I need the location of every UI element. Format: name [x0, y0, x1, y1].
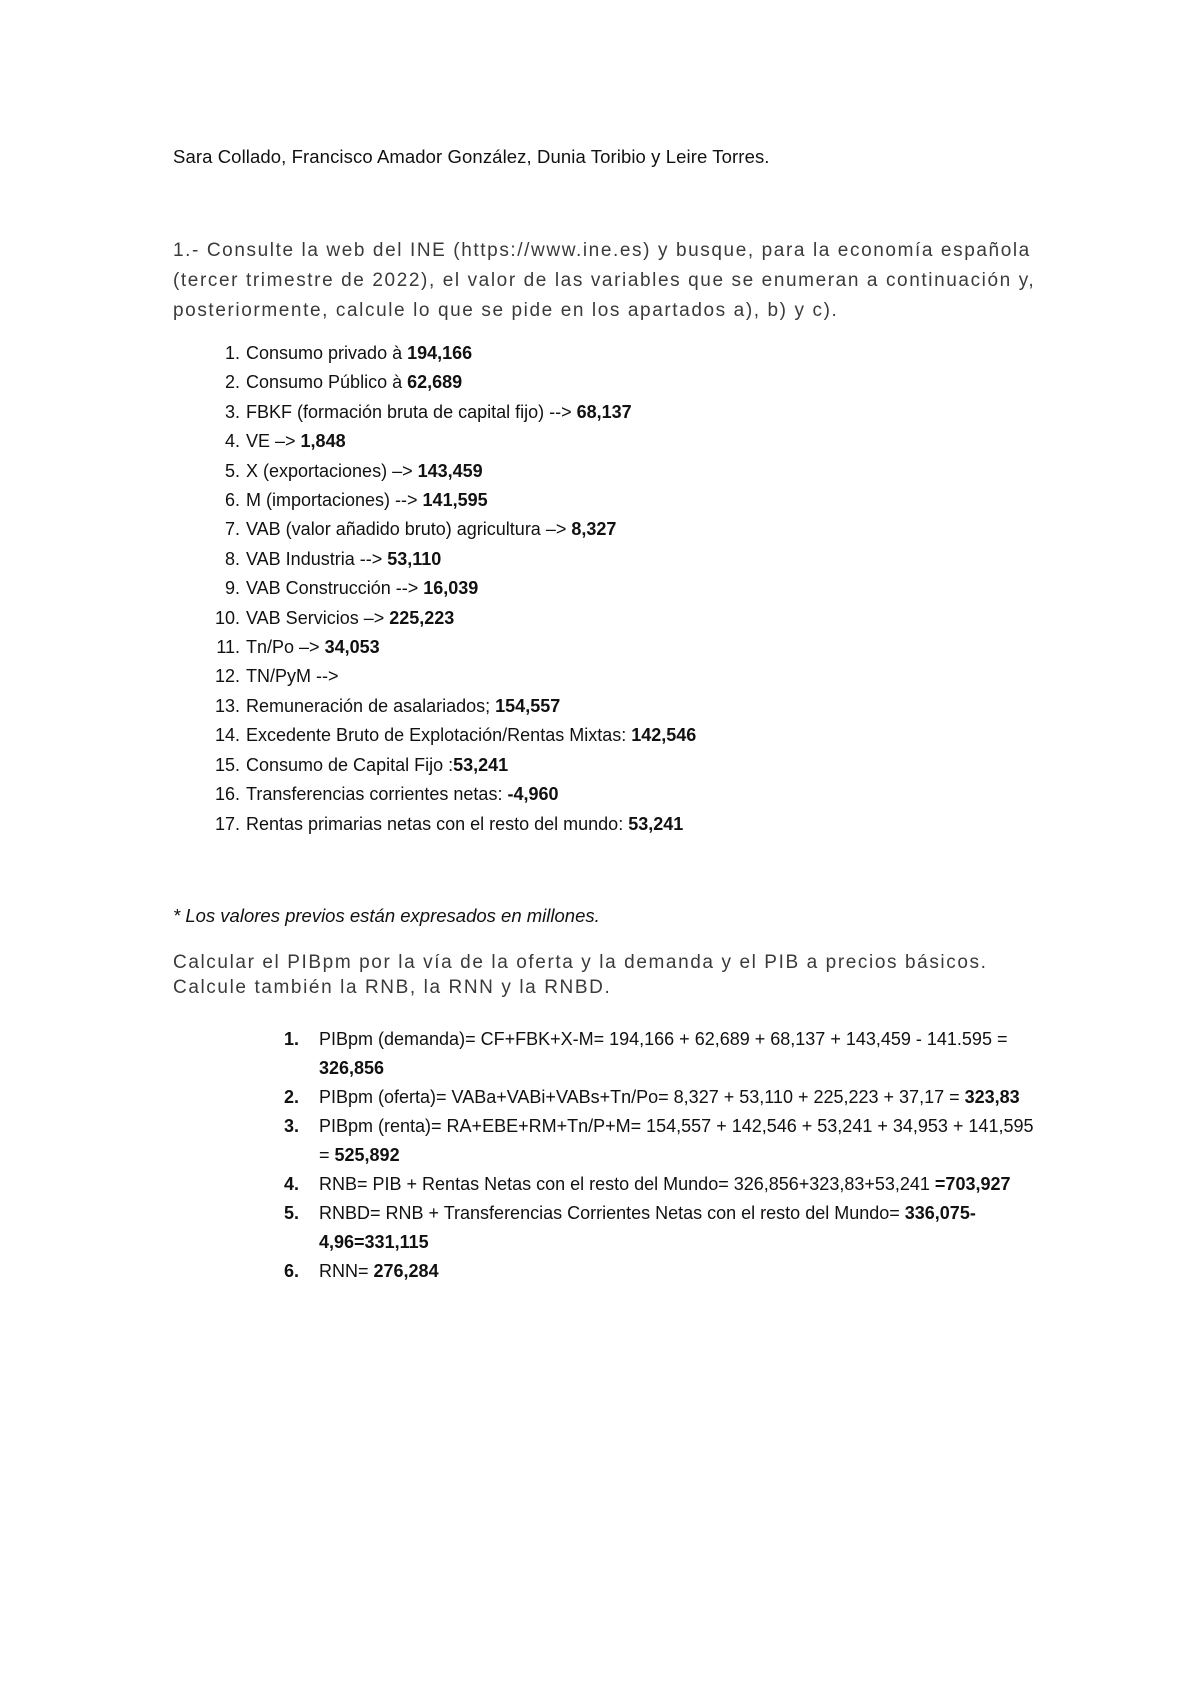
variable-value: 141,595 — [422, 490, 488, 511]
variable-item — [204, 486, 696, 515]
variable-item — [204, 339, 696, 368]
variable-label: VAB Construcción --> — [246, 578, 424, 599]
variable-label: VAB Industria --> — [246, 548, 388, 569]
variable-item — [204, 427, 696, 456]
variable-label: Tn/Po –> — [246, 637, 325, 658]
variable-value: 53,241 — [453, 754, 509, 775]
calculation-expression: RNN= — [319, 1261, 374, 1281]
variable-label: Consumo Público à — [246, 372, 408, 393]
calculation-item — [277, 1083, 1037, 1112]
variable-label: FBKF (formación bruta de capital fijo) --> — [246, 401, 577, 422]
variable-item — [204, 574, 696, 603]
variable-label: Consumo de Capital Fijo : — [246, 754, 454, 775]
variable-label: X (exportaciones) –> — [246, 460, 418, 481]
variable-item — [204, 457, 696, 486]
list-number: 17. — [214, 813, 240, 834]
variable-item — [204, 633, 696, 662]
list-number: 4. — [283, 1174, 299, 1194]
calculation-expression: RNBD= RNB + Transferencias Corrientes Netas con el resto del Mundo= — [319, 1203, 905, 1223]
variable-value: 62,689 — [407, 372, 463, 393]
calculation-expression: PIBpm (oferta)= VABa+VABi+VABs+Tn/Po= 8,327 + 53,110 + 225,223 + 37,17 = — [319, 1087, 965, 1107]
variable-label: Consumo privado à — [246, 343, 408, 363]
calculation-item — [277, 1199, 1037, 1257]
calculation-expression: PIBpm (demanda)= CF+FBK+X-M= 194,166 + 62,689 + 68,137 + 143,459 - 141.595 = — [319, 1029, 1008, 1049]
variable-item — [204, 604, 696, 633]
variables-list — [204, 339, 696, 839]
variable-value: 34,053 — [324, 637, 380, 658]
calculation-result: 323,83 — [964, 1087, 1020, 1107]
calculations-list — [277, 1025, 1037, 1286]
list-number: 2. — [283, 1087, 299, 1107]
variable-value: 1,848 — [300, 431, 346, 452]
calculation-expression: PIBpm (renta)= RA+EBE+RM+Tn/P+M= 154,557 + 142,546 + 53,241 + 34,953 + 141,595 = — [319, 1116, 1034, 1165]
calculation-item — [277, 1170, 1037, 1199]
calculation-item — [277, 1112, 1037, 1170]
list-number: 15. — [214, 754, 240, 775]
variable-value: -4,960 — [507, 784, 559, 805]
variable-label: Transferencias corrientes netas: — [246, 784, 508, 805]
list-number: 1. — [283, 1029, 299, 1049]
list-number: 9. — [224, 578, 240, 599]
variable-value: 154,557 — [495, 695, 561, 716]
variable-item — [204, 780, 696, 809]
variable-label: VAB (valor añadido bruto) agricultura –> — [246, 519, 572, 540]
list-number: 5. — [224, 460, 240, 481]
list-number: 5. — [283, 1203, 299, 1223]
variable-item — [204, 545, 696, 574]
variable-item — [204, 692, 696, 721]
variable-item — [204, 751, 696, 780]
variable-item — [204, 368, 696, 397]
variable-label: TN/PyM --> — [246, 666, 339, 687]
calculation-result: =703,927 — [934, 1174, 1011, 1194]
variable-value: 53,110 — [387, 548, 442, 569]
list-number: 10. — [214, 607, 240, 628]
variable-value: 143,459 — [417, 460, 483, 481]
list-number: 6. — [224, 490, 240, 511]
authors-line: Sara Collado, Francisco Amador González, Dunia Toribio y Leire Torres. — [173, 146, 770, 167]
variable-item — [204, 662, 696, 691]
variable-item — [204, 515, 696, 544]
list-number: 11. — [216, 637, 240, 658]
calculation-result: 276,284 — [373, 1261, 439, 1281]
list-number: 8. — [224, 548, 240, 569]
variable-value: 194,166 — [407, 343, 473, 363]
calculation-item — [277, 1025, 1037, 1083]
list-number: 3. — [224, 401, 240, 422]
list-number: 3. — [283, 1116, 299, 1136]
variable-label: VE –> — [246, 431, 301, 452]
list-number: 7. — [224, 519, 240, 540]
calculation-item — [277, 1257, 1037, 1286]
variable-label: Remuneración de asalariados; — [246, 695, 496, 716]
calculation-result: 326,856 — [319, 1058, 385, 1078]
list-number: 14. — [214, 725, 240, 746]
variable-item — [204, 810, 696, 839]
variable-value: 53,241 — [628, 813, 684, 834]
list-number: 12. — [214, 666, 240, 687]
calculation-result: 525,892 — [334, 1145, 400, 1165]
variable-value: 16,039 — [423, 578, 479, 599]
list-number: 6. — [283, 1261, 299, 1281]
variable-value: 225,223 — [389, 607, 455, 628]
variable-item — [204, 721, 696, 750]
variable-label: M (importaciones) --> — [246, 490, 423, 511]
variable-value: 8,327 — [571, 519, 617, 540]
list-number: 1. — [224, 343, 240, 363]
list-number: 13. — [214, 695, 240, 716]
variable-label: Rentas primarias netas con el resto del mundo: — [246, 813, 629, 834]
calculation-result: 336,075-4,96=331,115 — [319, 1203, 976, 1252]
units-note: * Los valores previos están expresados en millones. — [173, 905, 600, 926]
variable-value: 142,546 — [631, 725, 697, 746]
variable-label: VAB Servicios –> — [246, 607, 390, 628]
calculation-expression: RNB= PIB + Rentas Netas con el resto del Mundo= 326,856+323,83+53,241 — [319, 1174, 935, 1194]
list-number: 4. — [224, 431, 240, 452]
variable-item — [204, 398, 696, 427]
task-text: Calcular el PIBpm por la vía de la oferta y la demanda y el PIB a precios básicos. Calcule también la RNB, la RNN y la RNBD. — [173, 952, 988, 998]
variable-label: Excedente Bruto de Explotación/Rentas Mixtas: — [246, 725, 632, 746]
list-number: 2. — [224, 372, 240, 393]
variable-value: 68,137 — [576, 401, 632, 422]
list-number: 16. — [214, 784, 240, 805]
question-text: 1.- Consulte la web del INE (https://www.ine.es) y busque, para la economía española (tercer trimestre de 2022), el valor de las variables que se enumeran a continuación y, posteriormente, calcule lo que se pide en los apartados a), b) y c). — [173, 240, 1036, 321]
